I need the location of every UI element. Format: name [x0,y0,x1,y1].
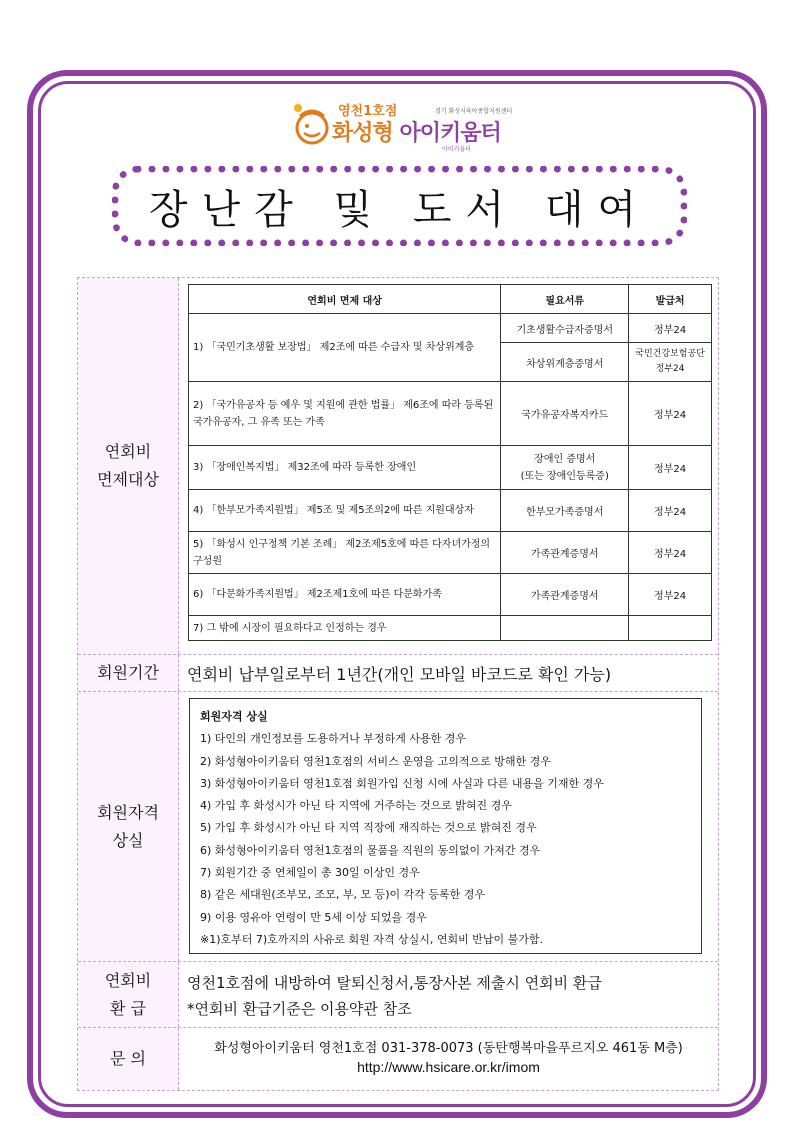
issuer-cell: 정부24 [629,574,712,616]
refund-content [179,962,718,1027]
loss-title: 회원자격 상실 [200,710,268,723]
table-row [189,574,712,616]
refund-row [78,962,718,1028]
page-title: 장난감 및 도서 대여 [148,186,651,233]
table-header-row [189,285,712,314]
exemption-row [78,278,718,655]
table-row [189,446,712,490]
list-item: 3) 화성형아이키움터 영천1호점 회원가입 신청 시에 사실과 다른 내용을 기재한 경우 [200,776,604,790]
target-cell: 4) 「한부모가족지원법」 제5조 및 제5조의2에 따른 지원대상자 [189,490,501,532]
logo-org: 경기 화성시육아종합지원센터 [435,108,513,115]
logo-sub: 아이키움터 [442,146,471,153]
list-item: 1) 타인의 개인정보를 도용하거나 부정하게 사용한 경우 [200,732,467,746]
issuer-cell: 정부24 [629,314,712,343]
header-docs: 필요서류 [501,285,629,314]
inquiry-text [179,1040,718,1076]
header-target: 연회비 면제 대상 [189,285,501,314]
docs-cell: 장애인 증명서 (또는 장애인등록증) [501,446,629,490]
header-issuer: 발급처 [629,285,712,314]
list-item: 2) 화성형아이키움터 영천1호점의 서비스 운영을 고의적으로 방해한 경우 [200,754,551,768]
docs-cell: 차상위계층증명서 [501,343,629,382]
docs-cell: 가족관계증명서 [501,574,629,616]
list-item: 7) 회원기간 중 연체일이 총 30일 이상인 경우 [200,866,420,880]
list-item: 9) 이용 영유아 연령이 만 5세 이상 되었을 경우 [200,910,427,924]
issuer-cell: 정부24 [629,382,712,446]
table-row [189,314,712,343]
period-content [179,655,718,691]
table-row [189,616,712,641]
target-cell: 2) 「국가유공자 등 예우 및 지원에 관한 법률」 제6조에 따라 등록된 국가유공자, 그 유족 또는 가족 [189,382,501,446]
table-row [189,490,712,532]
refund-line-2: *연회비 환급기준은 이용약관 참조 [187,1000,412,1018]
issuer-cell: 정부24 [629,532,712,574]
inquiry-label: 문 의 [78,1028,179,1090]
exemption-label: 연회비 면제대상 [78,278,179,654]
docs-cell: 기초생활수급자증명서 [501,314,629,343]
logo-name-suffix: 아이키움터 [399,121,501,146]
logo-branch: 영천1호점 [338,104,398,119]
refund-text [187,970,602,1022]
loss-row [78,692,718,962]
docs-cell: 한부모가족증명서 [501,490,629,532]
exemption-table [188,284,712,641]
logo-name [332,116,501,147]
docs-cell: 국가유공자복지카드 [501,382,629,446]
loss-content [179,692,718,961]
inquiry-row [78,1028,718,1090]
target-cell: 5) 「화성시 인구정책 기본 조례」 제2조제5호에 따른 다자녀가정의 구성원 [189,532,501,574]
loss-label: 회원자격 상실 [78,692,179,961]
loss-box [189,698,702,954]
website-link[interactable]: http://www.hsicare.or.kr/imom [357,1059,540,1075]
list-item: 4) 가입 후 화성시가 아닌 타 지역에 거주하는 것으로 밝혀진 경우 [200,799,512,813]
target-cell: 1) 「국민기초생활 보장법」 제2조에 따른 수급자 및 차상위계층 [189,314,501,382]
child-face-icon [290,102,330,146]
table-row [189,382,712,446]
target-cell: 6) 「다문화가족지원법」 제2조제1호에 따른 다문화가족 [189,574,501,616]
list-item: ※1)호부터 7)호까지의 사유로 회원 자격 상실시, 연회비 반납이 불가함. [200,932,544,946]
title-banner [112,166,687,246]
exemption-content [179,278,718,654]
refund-label: 연회비 환 급 [78,962,179,1027]
target-cell: 3) 「장애인복지법」 제32조에 따라 등록한 장애인 [189,446,501,490]
issuer-cell: 정부24 [629,490,712,532]
list-item: 5) 가입 후 화성시가 아닌 타 지역 직장에 재직하는 것으로 밝혀진 경우 [200,821,537,835]
refund-line-1: 영천1호점에 내방하여 탈퇴신청서,통장사본 제출시 연회비 환급 [187,974,602,992]
list-item: 6) 화성형아이키움터 영천1호점의 물품을 직원의 동의없이 가져간 경우 [200,843,541,857]
issuer-cell: 정부24 [629,446,712,490]
logo-name-prefix: 화성형 [332,121,393,146]
list-item: 8) 같은 세대원(조부모, 조모, 부, 모 등)이 각각 등록한 경우 [200,888,485,902]
brand-logo [290,100,530,153]
docs-cell [501,616,629,641]
period-text: 연회비 납부일로부터 1년간(개인 모바일 바코드로 확인 가능) [187,664,612,684]
target-cell: 7) 그 밖에 시장이 필요하다고 인정하는 경우 [189,616,501,641]
inquiry-line: 화성형아이키움터 영천1호점 031-378-0073 (동탄행복마을푸르지오 461동 M층) [214,1041,683,1056]
inquiry-content [179,1028,718,1090]
issuer-cell: 국민건강보험공단 정부24 [629,343,712,382]
period-row [78,655,718,692]
docs-cell: 가족관계증명서 [501,532,629,574]
info-table [77,277,719,1091]
issuer-cell [629,616,712,641]
table-row [189,532,712,574]
period-label: 회원기간 [78,655,179,691]
